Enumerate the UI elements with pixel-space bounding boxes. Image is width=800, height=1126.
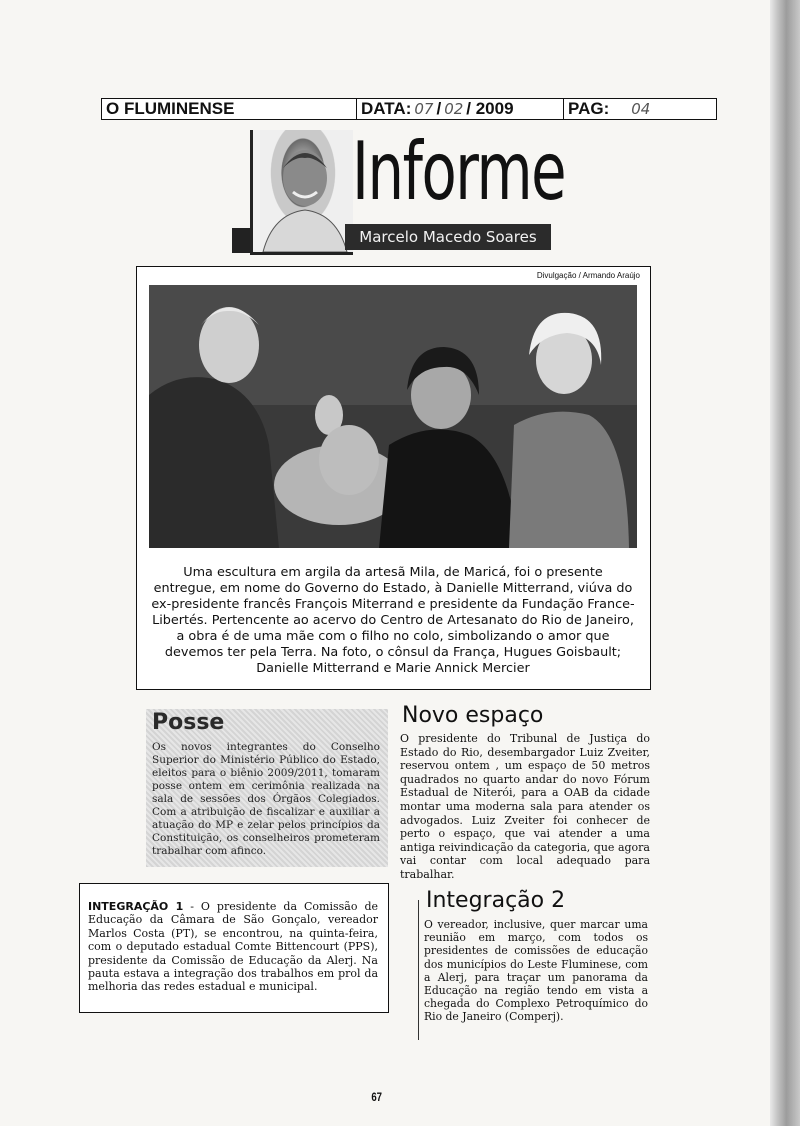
- integracao1-body: [88, 900, 378, 994]
- novo-espaco-text: O presidente do Tribunal de Justiça do Estado do Rio, desembargador Luiz Zveiter, reservou ontem , um espaço de 50 metros quadrados no quarto andar do novo Fórum Estadual de Niterói, para a OAB da cidade montar uma moderna sala para atender os advogados. Luiz Zveiter foi conhecer de perto o espaço, que vai atender a uma antiga reivindicação da categoria, que agora vai contar com local adequado para trabalhar.: [400, 732, 650, 881]
- portrait-bracket: [232, 228, 250, 253]
- column-author: Marcelo Macedo Soares: [345, 224, 551, 250]
- photo-box: [136, 266, 651, 690]
- scan-edge: [770, 0, 800, 1126]
- integracao2-title: Integração 2: [426, 888, 566, 913]
- novo-espaco-title: Novo espaço: [402, 703, 544, 728]
- date-field: [357, 99, 564, 119]
- photo-caption: Uma escultura em argila da artesã Mila, de Maricá, foi o presente entregue, em nome do Governo do Estado, à Danielle Mitterrand, viúva do ex-presidente francês François Miterrand e presidente da Fundação France-Libertés. Pertencente ao acervo do Centro de Artesanato do Rio de Janeiro, a obra é de uma mãe com o filho no colo, simbolizando o amor que devemos ter pela Terra. Na foto, o cônsul da França, Hugues Goisbault; Danielle Mitterrand e Marie Annick Mercier: [151, 565, 635, 676]
- date-year: / 2009: [466, 99, 514, 118]
- date-month: 02: [444, 100, 464, 118]
- portrait-figure-icon: [253, 130, 353, 252]
- integracao1-heading: INTEGRAÇÃO 1: [88, 900, 184, 913]
- date-separator: /: [436, 99, 442, 118]
- column-title: Informe: [352, 125, 566, 218]
- photo-people-illustration: [149, 285, 637, 548]
- date-day: 07: [414, 100, 434, 118]
- page-field: [564, 99, 716, 119]
- news-photo: [149, 285, 637, 548]
- page-folio: 67: [371, 1090, 383, 1104]
- page-label: PAG:: [568, 99, 610, 118]
- page-number: 04: [631, 100, 651, 118]
- posse-title: Posse: [152, 710, 225, 735]
- newspaper-name: O FLUMINENSE: [102, 99, 357, 119]
- posse-text: Os novos integrantes do Conselho Superior do Ministério Público do Estado, eleitos para o biênio 2009/2011, tomaram posse ontem em cerimônia realizada na sala de sessões dos Órgãos Colegiados. Com a atribuição de fiscalizar e auxiliar a atuação do MP e zelar pelos princípios da Constituição, os conselheiros prometeram trabalhar com afinco.: [152, 741, 380, 857]
- posse-article: [146, 709, 388, 867]
- columnist-portrait: [250, 130, 353, 255]
- column-divider: [418, 900, 419, 1040]
- integracao1-text: - O presidente da Comissão de Educação da Câmara de São Gonçalo, vereador Marlos Costa (PT), se encontrou, na quinta-feira, com o deputado estadual Comte Bittencourt (PPS), presidente da Comissão de Educação da Alerj. Na pauta estava a integração dos trabalhos em prol da melhoria das redes estadual e municipal.: [88, 900, 378, 994]
- clipping-header: [101, 98, 717, 120]
- integracao1-article: [79, 883, 389, 1013]
- photo-credit: Divulgação / Armando Araújo: [536, 271, 640, 280]
- integracao2-text: O vereador, inclusive, quer marcar uma reunião em março, com todos os presidentes de comissões de educação dos municípios do Leste Fluminese, com a Alerj, para traçar um panorama da Educação na região tendo em vista a chegada do Complexo Petroquímico do Rio de Janeiro (Comperj).: [424, 918, 648, 1024]
- date-label: DATA:: [361, 99, 412, 118]
